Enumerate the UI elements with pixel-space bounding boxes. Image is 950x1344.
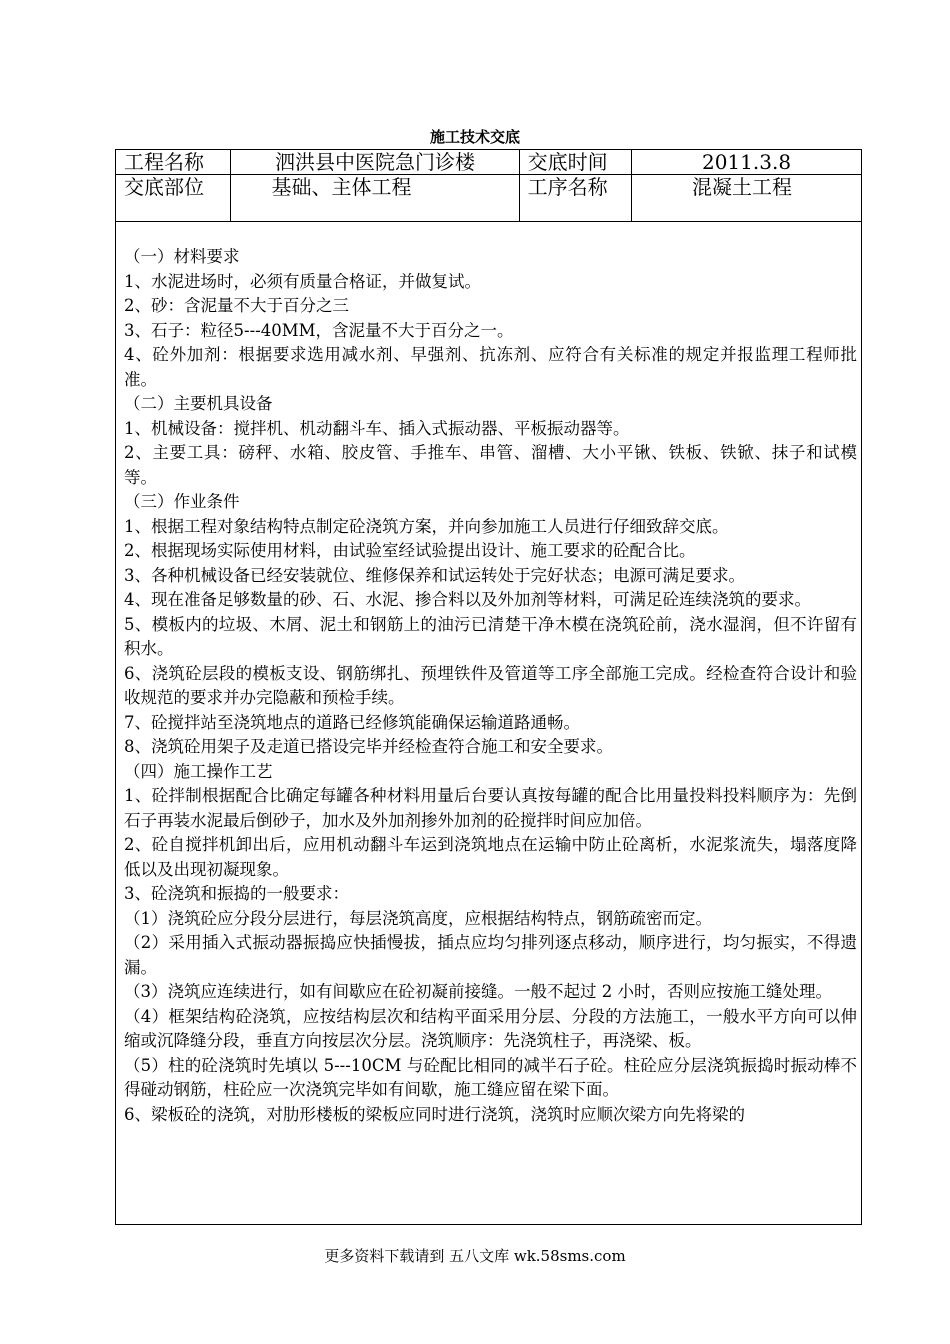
content-line: 3、各种机械设备已经安装就位、维修保养和试运转处于完好状态；电源可满足要求。 <box>124 565 745 585</box>
header-row-1 <box>116 150 862 175</box>
content-line: （三）作业条件 <box>124 492 240 511</box>
handover-part-label: 交底部位 <box>116 175 231 222</box>
document-title: 施工技术交底 <box>429 128 520 146</box>
content-line: （1）浇筑砼应分段分层进行，每层浇筑高度，应根据结构特点，钢筋疏密而定。 <box>124 908 712 928</box>
content-line: 6、梁板砼的浇筑，对肋形楼板的梁板应同时进行浇筑，浇筑时应顺次梁方向先将梁的 <box>124 1104 745 1124</box>
footer-link-text: 更多资料下载请到 五八文库 wk.58sms.com <box>324 1247 626 1265</box>
process-name-value: 混凝土工程 <box>632 175 862 222</box>
header-row-2 <box>116 175 862 222</box>
content-line: （四）施工操作工艺 <box>124 761 273 781</box>
content-line: （4）框架结构砼浇筑，应按结构层次和结构平面采用分层、分段的方法施工，一般水平方向可以伸缩或沉降缝分段，垂直方向按层次分层。浇筑顺序：先浇筑柱子，再浇梁、板。 <box>124 1006 857 1050</box>
content-line: 7、砼搅拌站至浇筑地点的道路已经修筑能确保运输道路通畅。 <box>124 712 580 732</box>
content-line: （5）柱的砼浇筑时先填以 5---10CM 与砼配比相同的减半石子砼。柱砼应分层浇筑振捣时振动棒不得碰动钢筋，柱砼应一次浇筑完毕如有间歇，施工缝应留在梁下面。 <box>124 1055 857 1099</box>
content-text <box>124 245 857 1127</box>
content-line: 6、浇筑砼层段的模板支设、钢筋绑扎、预埋铁件及管道等工序全部施工完成。经检查符合设计和验收规范的要求并办完隐蔽和预检手续。 <box>124 663 857 707</box>
content-line: 3、砼浇筑和振捣的一般要求： <box>124 884 349 903</box>
content-line: 3、石子：粒径5---40MM，含泥量不大于百分之一。 <box>124 320 514 340</box>
content-line: （一）材料要求 <box>124 247 240 266</box>
content-line: 1、水泥进场时，必须有质量合格证，并做复试。 <box>124 271 481 291</box>
handover-time-value: 2011.3.8 <box>632 150 862 175</box>
project-name-value: 泗洪县中医院急门诊楼 <box>231 150 519 175</box>
content-line: （二）主要机具设备 <box>124 394 273 413</box>
handover-part-value: 基础、主体工程 <box>231 175 519 222</box>
content-line: 4、现在准备足够数量的砂、石、水泥、掺合料以及外加剂等材料，可满足砼连续浇筑的要求。 <box>124 590 811 609</box>
content-line: 4、砼外加剂：根据要求选用减水剂、早强剂、抗冻剂、应符合有关标准的规定并报监理工程师批准。 <box>124 345 857 389</box>
content-line: 2、砼自搅拌机卸出后，应用机动翻斗车运到浇筑地点在运输中防止砼离析，水泥浆流失，塌落度降低以及出现初凝现象。 <box>124 835 857 879</box>
content-line: 1、砼拌制根据配合比确定每罐各种材料用量后台要认真按每罐的配合比用量投料投料顺序为：先倒石子再装水泥最后倒砂子，加水及外加剂掺外加剂的砼搅拌时间应加倍。 <box>124 786 857 830</box>
project-name-label: 工程名称 <box>116 150 231 175</box>
content-line: 1、机械设备：搅拌机、机动翻斗车、插入式振动器、平板振动器等。 <box>124 418 630 438</box>
content-line: 1、根据工程对象结构特点制定砼浇筑方案，并向参加施工人员进行仔细致辞交底。 <box>124 516 729 536</box>
content-line: 2、砂：含泥量不大于百分之三 <box>124 296 349 315</box>
header-table <box>115 149 862 222</box>
content-box <box>115 222 862 1225</box>
content-line: 2、根据现场实际使用材料，由试验室经试验提出设计、施工要求的砼配合比。 <box>124 541 696 560</box>
content-line: （3）浇筑应连续进行，如有间歇应在砼初凝前接缝。一般不起过 2 小时，否则应按施工缝处理。 <box>124 982 832 1001</box>
content-line: （2）采用插入式振动器振捣应快插慢拔，插点应均匀排列逐点移动，顺序进行，均匀振实，不得遗漏。 <box>124 933 857 977</box>
process-name-label: 工序名称 <box>519 175 631 222</box>
handover-time-label: 交底时间 <box>519 150 631 175</box>
content-line: 5、模板内的垃圾、木屑、泥土和钢筋上的油污已清楚干净木模在浇筑砼前，浇水湿润，但不许留有积水。 <box>124 614 857 658</box>
content-line: 8、浇筑砼用架子及走道已搭设完毕并经检查符合施工和安全要求。 <box>124 737 613 756</box>
content-line: 2、主要工具：磅秤、水箱、胶皮管、手推车、串管、溜槽、大小平锹、铁板、铁锨、抹子和试模等。 <box>124 443 857 487</box>
